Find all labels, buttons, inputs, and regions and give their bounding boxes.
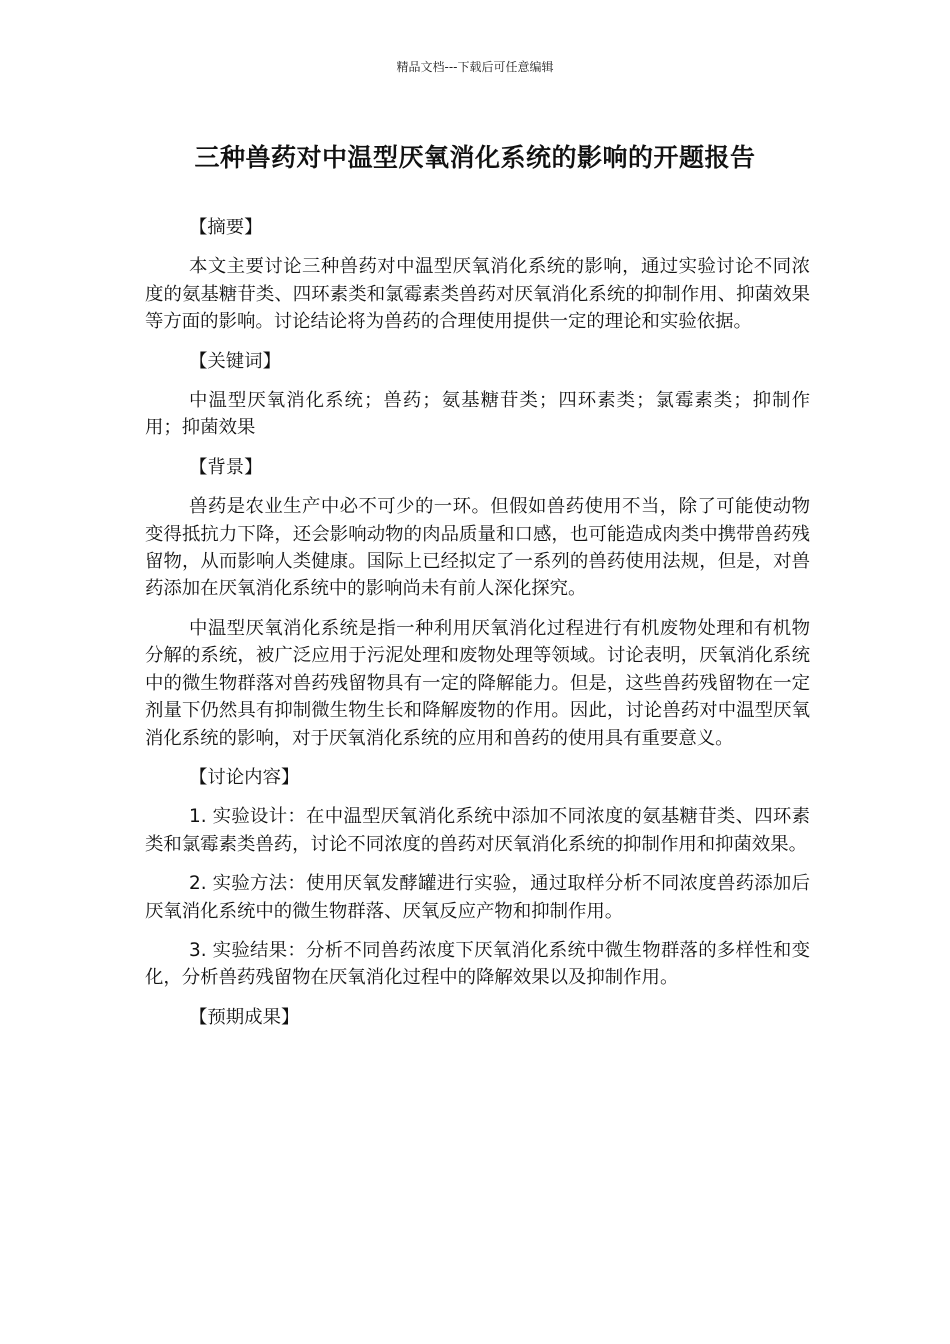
background-heading: 【背景】 xyxy=(189,456,263,478)
content-item-1: 1. 实验设计：在中温型厌氧消化系统中添加不同浓度的氨基糖苷类、四环素类和氯霉素类兽药，讨论不同浓度的兽药对厌氧消化系统的抑制作用和抑菌效果。 xyxy=(145,806,810,855)
abstract-paragraph: 本文主要讨论三种兽药对中温型厌氧消化系统的影响，通过实验讨论不同浓度的氨基糖苷类、四环素类和氯霉素类兽药对厌氧消化系统的抑制作用、抑菌效果等方面的影响。讨论结论将为兽药的合理使用提供一定的理论和实验依据。 xyxy=(145,256,810,333)
results-heading: 【预期成果】 xyxy=(189,1006,300,1028)
keywords-paragraph: 中温型厌氧消化系统；兽药；氨基糖苷类；四环素类；氯霉素类；抑制作用；抑菌效果 xyxy=(145,390,810,439)
header-note: 精品文档---下载后可任意编辑 xyxy=(396,60,554,74)
abstract-heading: 【摘要】 xyxy=(189,217,263,238)
content-heading: 【讨论内容】 xyxy=(189,766,300,788)
background-paragraph-2: 中温型厌氧消化系统是指一种利用厌氧消化过程进行有机废物处理和有机物分解的系统，被广泛应用于污泥处理和废物处理等领域。讨论表明，厌氧消化系统中的微生物群落对兽药残留物具有一定的降解能力。但是，这些兽药残留物在一定剂量下仍然具有抑制微生物生长和降解废物的作用。因此，讨论兽药对中温型厌氧消化系统的影响，对于厌氧消化系统的应用和兽药的使用具有重要意义。 xyxy=(145,617,810,749)
keywords-heading: 【关键词】 xyxy=(189,350,281,372)
content-item-3: 3. 实验结果：分析不同兽药浓度下厌氧消化系统中微生物群落的多样性和变化，分析兽药残留物在厌氧消化过程中的降解效果以及抑制作用。 xyxy=(145,939,810,989)
document-body xyxy=(145,214,810,1043)
content-item-2: 2. 实验方法：使用厌氧发酵罐进行实验，通过取样分析不同浓度兽药添加后厌氧消化系统中的微生物群落、厌氧反应产物和抑制作用。 xyxy=(145,873,810,922)
document-title: 三种兽药对中温型厌氧消化系统的影响的开题报告 xyxy=(194,143,756,172)
background-paragraph-1: 兽药是农业生产中必不可少的一环。但假如兽药使用不当，除了可能使动物变得抵抗力下降，还会影响动物的肉品质量和口感，也可能造成肉类中携带兽药残留物，从而影响人类健康。国际上已经拟定了一系列的兽药使用法规，但是，对兽药添加在厌氧消化系统中的影响尚未有前人深化探究。 xyxy=(145,496,810,600)
